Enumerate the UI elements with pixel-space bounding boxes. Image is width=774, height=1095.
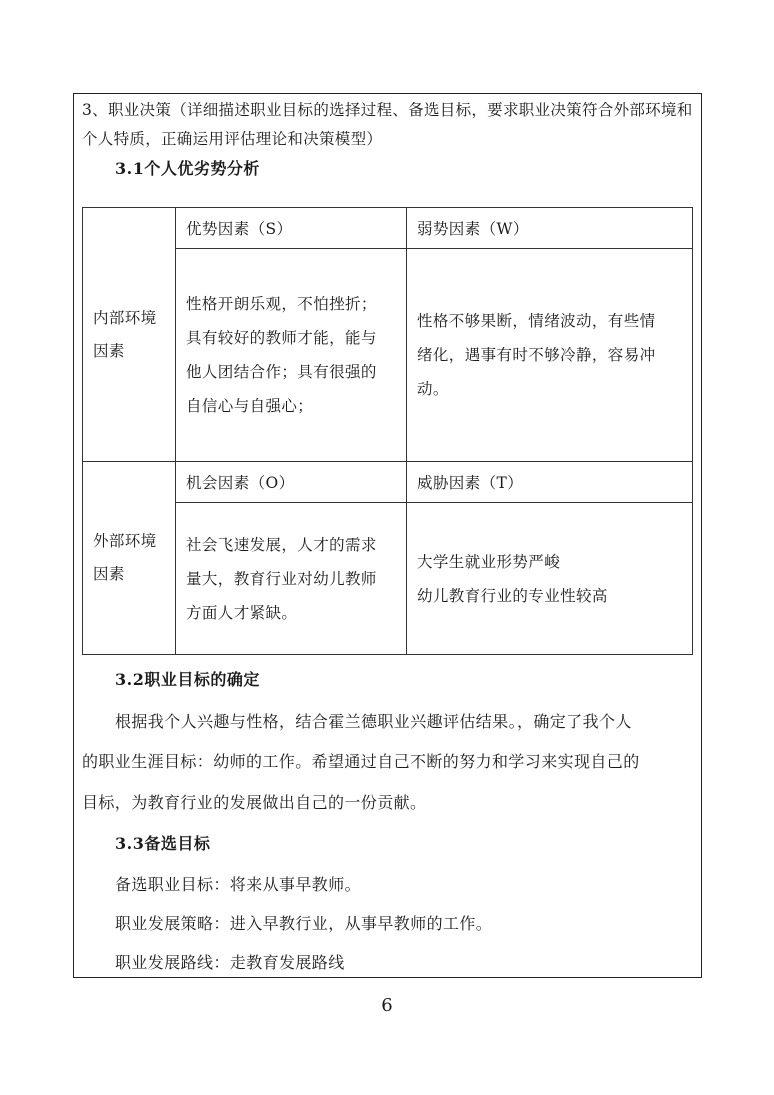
strength-line: 具有较好的教师才能，能与	[186, 329, 377, 347]
internal-label	[83, 208, 176, 462]
strengths-cell	[176, 249, 407, 462]
swot-table	[82, 207, 693, 655]
strength-line: 自信心与自强心；	[186, 397, 314, 415]
threat-line: 幼儿教育行业的专业性较高	[417, 586, 608, 605]
threat-header: 威胁因素（T）	[407, 462, 693, 503]
alt-line: 备选职业目标：将来从事早教师。	[115, 875, 362, 894]
strength-line: 他人团结合作；具有很强的	[186, 363, 377, 381]
section-3-1-heading: 3.1个人优劣势分析	[115, 159, 260, 178]
alt-line: 职业发展策略：进入早教行业，从事早教师的工作。	[115, 914, 493, 933]
intro-paragraph: 3、职业决策（详细描述职业目标的选择过程、备选目标，要求职业决策符合外部环境和个人特质，正确运用评估理论和决策模型）	[82, 101, 693, 148]
external-label	[83, 462, 176, 655]
weakness-line: 动。	[417, 380, 449, 398]
weakness-line: 性格不够果断，情绪波动，有些情	[417, 312, 656, 330]
opportunities-cell	[176, 503, 407, 655]
weakness-header: 弱势因素（W）	[407, 208, 693, 249]
weaknesses-cell	[407, 249, 693, 462]
page-number: 6	[381, 995, 393, 1016]
goal-line: 根据我个人兴趣与性格，结合霍兰德职业兴趣评估结果。，确定了我个人	[115, 712, 632, 731]
opportunity-line: 量大，教育行业对幼儿教师	[186, 569, 377, 588]
weakness-line: 绪化，遇事有时不够冷静，容易冲	[417, 346, 656, 364]
section-3-3-heading: 3.3备选目标	[115, 834, 211, 853]
section-3-2-heading: 3.2职业目标的确定	[115, 670, 260, 689]
opportunity-line: 社会飞速发展，人才的需求	[186, 535, 377, 554]
opportunity-line: 方面人才紧缺。	[186, 603, 298, 622]
goal-line: 目标，为教育行业的发展做出自己的一份贡献。	[82, 793, 427, 812]
strength-line: 性格开朗乐观，不怕挫折；	[186, 295, 377, 313]
strength-header: 优势因素（S）	[176, 208, 407, 249]
threat-line: 大学生就业形势严峻	[417, 552, 561, 571]
goal-line: 的职业生涯目标：幼师的工作。希望通过自己不断的努力和学习来实现自己的	[82, 752, 640, 771]
threats-cell	[407, 503, 693, 655]
internal-label-text: 内部环境因素	[93, 308, 157, 360]
external-label-text: 外部环境因素	[93, 532, 157, 583]
alt-line: 职业发展路线：走教育发展路线	[115, 953, 345, 972]
opportunity-header: 机会因素（O）	[176, 462, 407, 503]
